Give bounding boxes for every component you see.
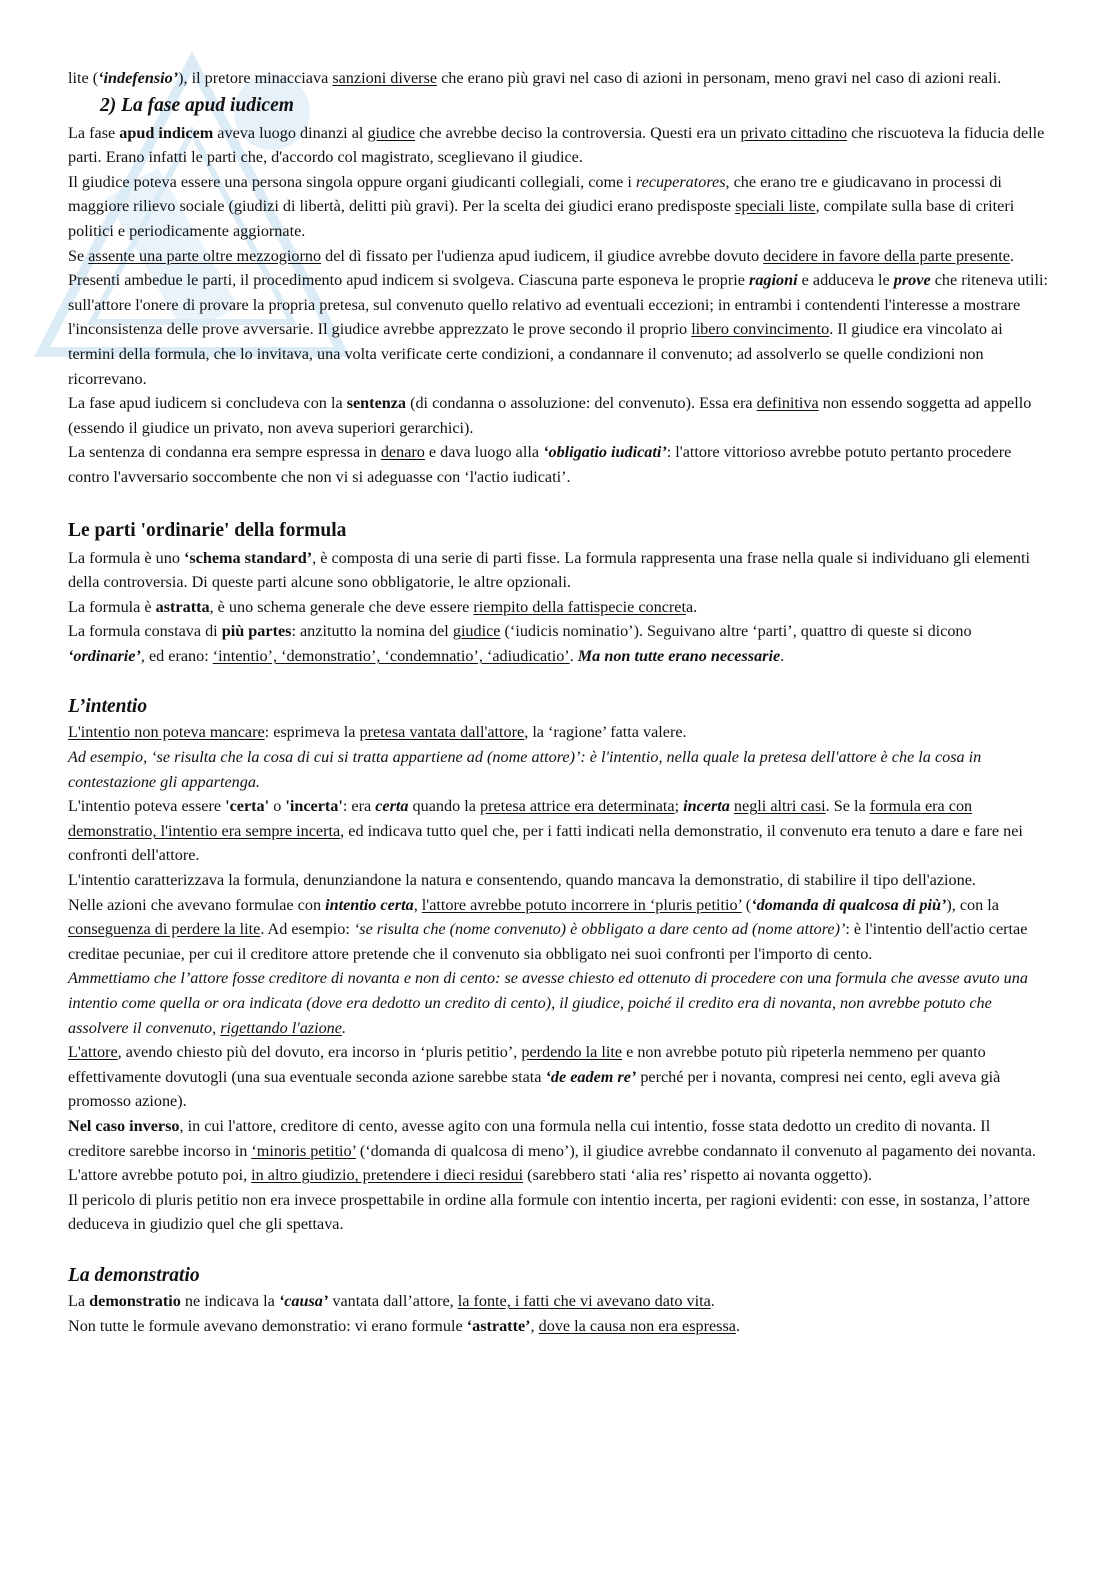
document-page bbox=[68, 66, 1048, 1338]
paragraph-pluris-petitio: Nelle azioni che avevano formulae con intentio certa, l'attore avrebbe potuto incorrere in ‘pluris petitio’ (‘domanda di qualcosa di più’), con la conseguenza di perdere la lite. Ad esempio: ‘se risulta che (nome convenuto) è obbligato a dare cento ad (nome attore)’: è l'intentio dell'actio certae creditae pecuniae, per cui il creditore attore pretende che il convenuto sia obbligato nei suoi confronti per l'importo di cento. bbox=[68, 895, 1028, 963]
paragraph-indefensio: lite (‘indefensio’), il pretore minacciava sanzioni diverse che erano più gravi nel caso di azioni in personam, meno gravi nel caso di azioni reali. bbox=[68, 69, 1002, 87]
paragraph-ammettiamo: Ammettiamo che l’attore fosse creditore di novanta e non di cento: se avesse chiesto ed ottenuto di procedere con una formula che avesse avuto una intentio come quella or ora indicata (dove era dedotto un credito di cento), il giudice, poiché il credito era di novanta, non avrebbe potuto che assolvere il convenuto, rigettando l'azione. bbox=[68, 969, 1028, 1037]
paragraph-giudice: Il giudice poteva essere una persona singola oppure organi giudicanti collegiali, come i recuperatores, che erano tre e giudicavano in processi di maggiore rilievo sociale (giudizi di libertà, delitti più gravi). Per la scelta dei giudici erano predisposte speciali liste, compilate sulla base di criteri politici e periodicamente aggiornate. bbox=[68, 172, 1015, 240]
paragraph-condanna: La sentenza di condanna era sempre espressa in denaro e dava luogo alla ‘obligatio iudicati’: l'attore vittorioso avrebbe potuto pertanto procedere contro l'avversario soccombente che non vi si adeguasse con ‘l'actio iudicati’. bbox=[68, 443, 1012, 486]
paragraph-schema-standard: La formula è uno ‘schema standard’, è composta di una serie di parti fisse. La formula rappresenta una frase nella quale si individuano gli elementi della controversia. Di queste parti alcune sono obbligatorie, le altre opzionali. bbox=[68, 548, 1030, 592]
paragraph-assente: Se assente una parte oltre mezzogiorno del dì fissato per l'udienza apud iudicem, il giudice avrebbe dovuto decidere in favore della parte presente. bbox=[68, 246, 1014, 265]
paragraph-certa-incerta: L'intentio poteva essere 'certa' o 'incerta': era certa quando la pretesa attrice era determinata; incerta negli altri casi. Se la formula era con demonstratio, l'intentio era sempre incerta, ed indicava tutto quel che, per i fatti indicati nella demonstratio, il convenuto era tenuto a dare e fare nei confronti dell'attore. bbox=[68, 797, 1023, 865]
paragraph-pericolo: Il pericolo di pluris petitio non era invece prospettabile in ordine alla formule con intentio incerta, per ragioni evidenti: con esse, in sostanza, l’attore deduceva in giudizio quel che gli spettava. bbox=[68, 1190, 1030, 1234]
heading-demonstratio: La demonstratio bbox=[68, 1264, 200, 1286]
heading-parti-ordinarie: Le parti 'ordinarie' della formula bbox=[68, 519, 347, 541]
paragraph-fase-apud: La fase apud indicem aveva luogo dinanzi al giudice che avrebbe deciso la controversia. Questi era un privato cittadino che riscuoteva la fiducia delle parti. Erano infatti le parti che, d'accordo col magistrato, sceglievano il giudice. bbox=[68, 123, 1045, 167]
paragraph-attore-incorso: L'attore, avendo chiesto più del dovuto, era incorso in ‘pluris petitio’, perdendo la lite e non avrebbe potuto più ripeterla nemmeno per quanto effettivamente dovutogli (una sua eventuale seconda azione sarebbe stata ‘de eadem re’ perché per i novanta, compresi nei cento, egli aveva già promosso azione). bbox=[68, 1043, 1001, 1111]
paragraph-piu-partes: La formula constava di più partes: anzitutto la nomina del giudice (‘iudicis nominatio’). Seguivano altre ‘parti’, quattro di queste si dicono ‘ordinarie’, ed erano: ‘intentio’, ‘demonstratio’, ‘condemnatio’, ‘adiudicatio’. Ma non tutte erano necessarie. bbox=[68, 622, 972, 665]
paragraph-sentenza: La fase apud iudicem si concludeva con la sentenza (di condanna o assoluzione: del convenuto). Essa era definitiva non essendo soggetta ad appello (essendo il giudice un privato, non aveva superiori gerarchici). bbox=[68, 394, 1032, 437]
paragraph-demonstratio-causa: La demonstratio ne indicava la ‘causa’ vantata dall’attore, la fonte, i fatti che vi avevano dato vita. bbox=[68, 1291, 715, 1310]
paragraph-presenti: Presenti ambedue le parti, il procedimento apud indicem si svolgeva. Ciascuna parte esponeva le proprie ragioni e adduceva le prove che riteneva utili: sull'attore l'onere di provare la propria pretesa, sul convenuto quello relativo ad eventuali eccezioni; in entrambi i contendenti l'interesse a mostrare l'inconsistenza delle prove avversarie. Il giudice avrebbe apprezzato le prove secondo il proprio libero convincimento. Il giudice era vincolato ai termini della formula, che lo invitava, una volta verificate certe condizioni, a condannare il convenuto; ad assolverlo se quelle condizioni non ricorrevano. bbox=[68, 271, 1048, 388]
paragraph-intentio-mancare: L'intentio non poteva mancare: esprimeva la pretesa vantata dall'attore, la ‘ragione’ fatta valere. bbox=[68, 723, 687, 742]
paragraph-caratterizzava: L'intentio caratterizzava la formula, denunziandone la natura e consentendo, quando mancava la demonstratio, di stabilire il tipo dell'azione. bbox=[68, 871, 976, 890]
heading-intentio: L’intentio bbox=[68, 696, 148, 718]
paragraph-esempio-intentio: Ad esempio, ‘se risulta che la cosa di cui si tratta appartiene ad (nome attore)’: è l'intentio, nella quale la pretesa dell'attore è che la cosa in contestazione gli appartenga. bbox=[68, 748, 982, 791]
heading-fase-apud-iudicem: 2) La fase apud iudicem bbox=[100, 94, 294, 116]
paragraph-formule-astratte: Non tutte le formule avevano demonstratio: vi erano formule ‘astratte’, dove la causa non era espressa. bbox=[68, 1316, 740, 1335]
paragraph-caso-inverso: Nel caso inverso, in cui l'attore, creditore di cento, avesse agito con una formula nella cui intentio, fosse stata dedotto un credito di novanta. Il creditore sarebbe incorso in ‘minoris petitio’ (‘domanda di qualcosa di meno’), il giudice avrebbe condannato il convenuto al pagamento dei novanta. L'attore avrebbe potuto poi, in altro giudizio, pretendere i dieci residui (sarebbero stati ‘alia res’ rispetto ai novanta oggetto). bbox=[68, 1116, 1036, 1185]
paragraph-astratta: La formula è astratta, è uno schema generale che deve essere riempito della fattispecie concreta. bbox=[68, 597, 698, 616]
